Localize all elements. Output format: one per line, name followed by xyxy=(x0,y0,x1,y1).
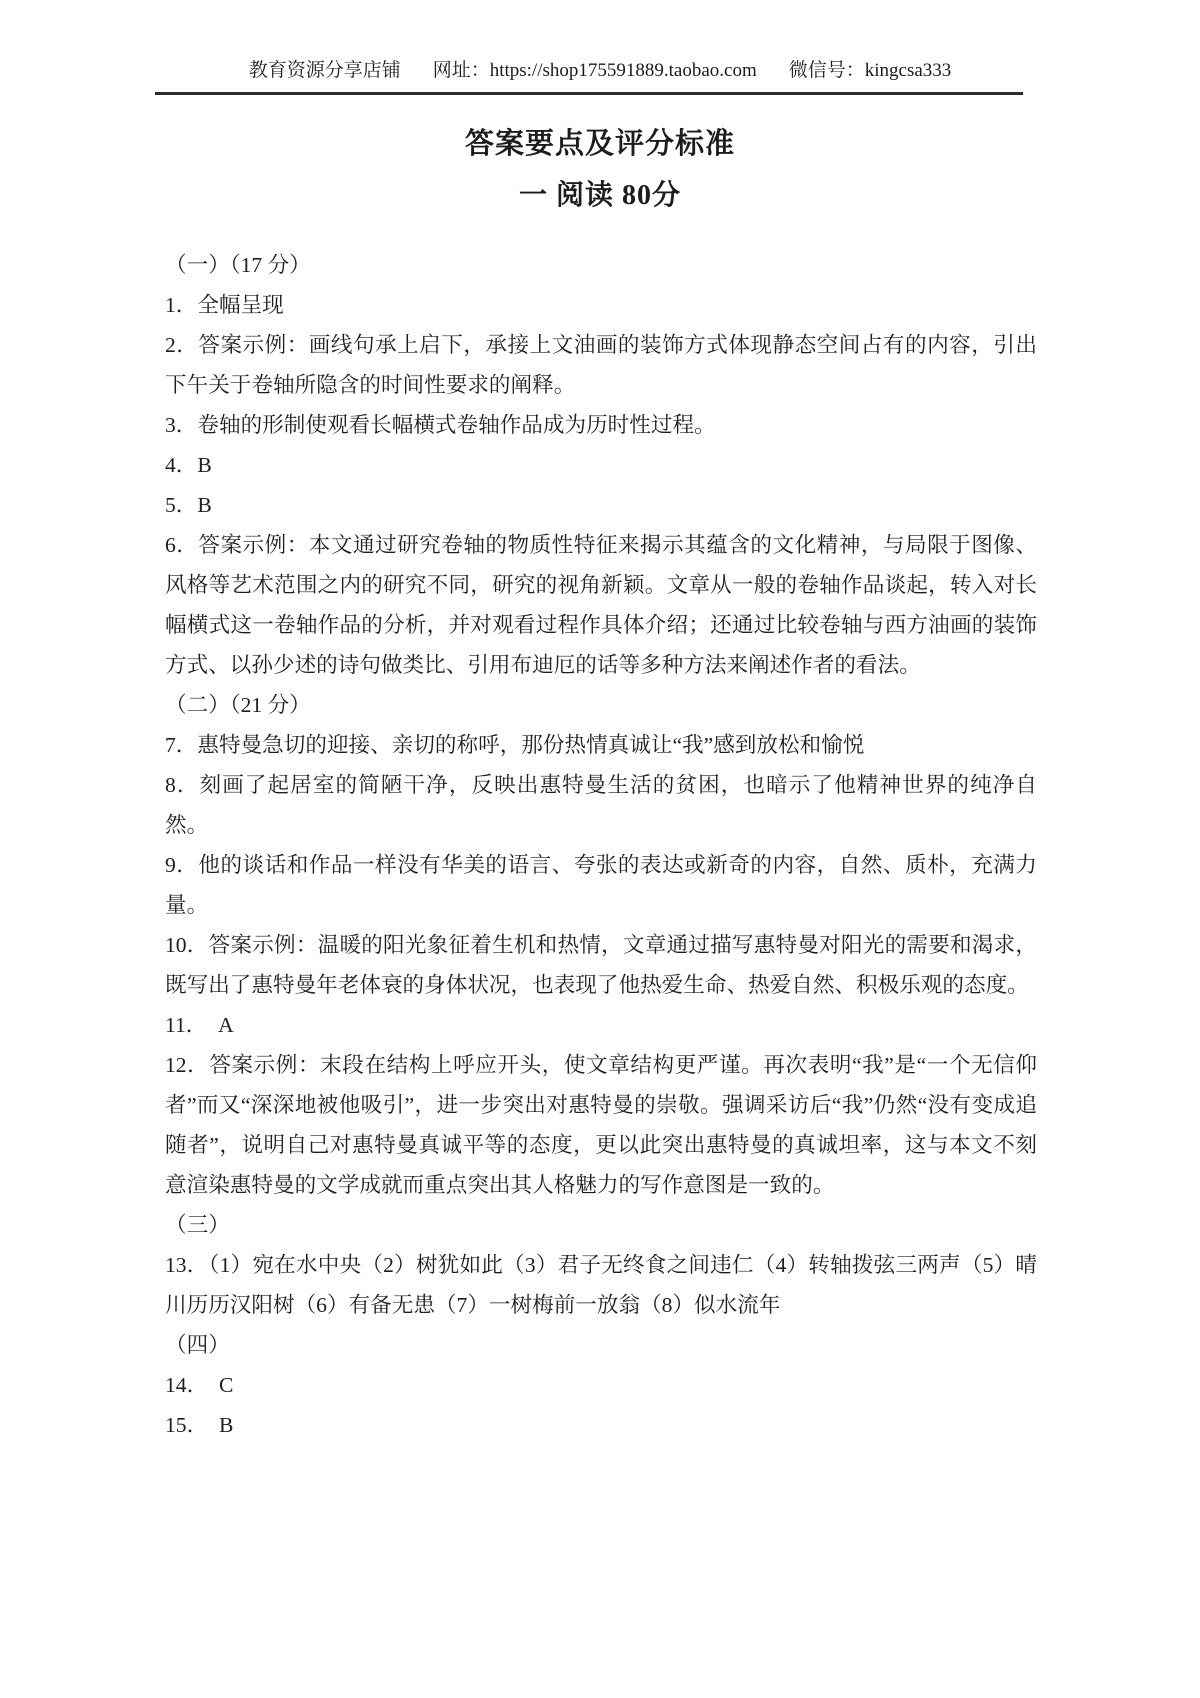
answer-10: 10．答案示例：温暖的阳光象征着生机和热情，文章通过描写惠特曼对阳光的需要和渴求，既写出了惠特曼年老体衰的身体状况，也表现了他热爱生命、热爱自然、积极乐观的态度。 xyxy=(165,933,1037,997)
section-3-heading: （三） xyxy=(165,1213,230,1237)
answer-6: 6．答案示例：本文通过研究卷轴的物质性特征来揭示其蕴含的文化精神，与局限于图像、风格等艺术范围之内的研究不同，研究的视角新颖。文章从一般的卷轴作品谈起，转入对长幅横式这一卷轴作品的分析，并对观看过程作具体介绍；还通过比较卷轴与西方油画的装饰方式、以孙少述的诗句做类比、引用布迪厄的话等多种方法来阐述作者的看法。 xyxy=(165,533,1037,677)
header-store-name: 教育资源分享店铺 xyxy=(248,60,401,81)
answer-5: 5．B xyxy=(165,493,212,517)
answer-7: 7．惠特曼急切的迎接、亲切的称呼，那份热情真诚让“我”感到放松和愉悦 xyxy=(165,733,865,757)
answer-15: 15． B xyxy=(165,1413,234,1437)
answer-14: 14． C xyxy=(165,1373,234,1397)
document-body xyxy=(165,245,1037,1445)
section-4-heading: （四） xyxy=(165,1333,230,1357)
answer-1: 1．全幅呈现 xyxy=(165,293,284,317)
header-divider xyxy=(155,92,1023,95)
header-shop-url: 网址：https://shop175591889.taobao.com xyxy=(432,60,757,81)
section-title-reading: 一 阅读 80分 xyxy=(518,180,681,211)
answer-4: 4．B xyxy=(165,453,212,477)
answer-9: 9．他的谈话和作品一样没有华美的语言、夸张的表达或新奇的内容，自然、质朴，充满力量。 xyxy=(165,853,1037,917)
page-header xyxy=(0,0,1200,84)
answer-11: 11． A xyxy=(165,1013,234,1037)
header-wechat-id: 微信号：kingcsa333 xyxy=(788,60,952,81)
answer-12: 12．答案示例：末段在结构上呼应开头，使文章结构更严谨。再次表明“我”是“一个无信仰者”而又“深深地被他吸引”，进一步突出对惠特曼的崇敬。强调采访后“我”仍然“没有变成追随者”，说明自己对惠特曼真诚平等的态度，更以此突出惠特曼的真诚坦率，这与本文不刻意渲染惠特曼的文学成就而重点突出其人格魅力的写作意图是一致的。 xyxy=(165,1053,1037,1197)
answer-13: 13．（1）宛在水中央（2）树犹如此（3）君子无终食之间违仁（4）转轴拨弦三两声（5）晴川历历汉阳树（6）有备无患（7）一树梅前一放翁（8）似水流年 xyxy=(165,1253,1037,1317)
answer-3: 3．卷轴的形制使观看长幅横式卷轴作品成为历时性过程。 xyxy=(165,413,716,437)
answer-8: 8．刻画了起居室的简陋干净，反映出惠特曼生活的贫困，也暗示了他精神世界的纯净自然。 xyxy=(165,773,1037,837)
answer-2: 2．答案示例：画线句承上启下，承接上文油画的装饰方式体现静态空间占有的内容，引出下午关于卷轴所隐含的时间性要求的阐释。 xyxy=(165,333,1037,397)
section-2-heading: （二）（21 分） xyxy=(165,693,311,717)
document-title: 答案要点及评分标准 xyxy=(464,128,735,160)
section-1-heading: （一）（17 分） xyxy=(165,253,311,277)
